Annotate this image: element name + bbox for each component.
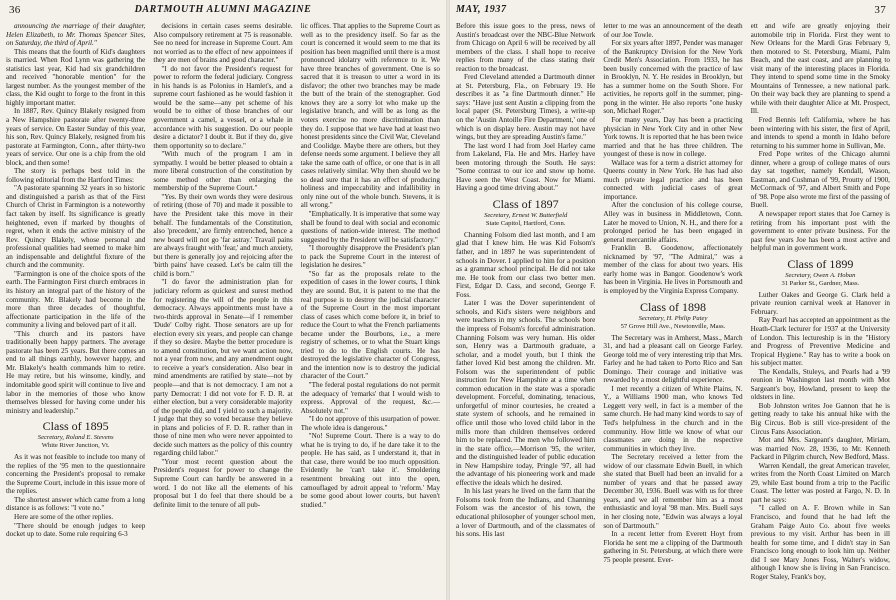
paragraph: Franklin B. Goodenow, affectionately nicknamed by '97, "The Admiral," was a member of the class for about two years. His early home was in Bangor. Goodenow's work has been in Virginia. He lives in Portsmouth and is employed by the Virginia Express Company. xyxy=(603,244,743,295)
class-secretary-address: State Capitol, Hartford, Conn. xyxy=(485,219,566,227)
paragraph: A newspaper report states that Joe Carney is retiring from his important post with the government to enter private business. For the past few years Joe has been a most active and helpful man in government work. xyxy=(750,210,890,253)
paragraph: As it was not feasible to include too many of the replies of the '95 men to the questionnaire concerning the President's proposal to remake the Supreme Court, include in this issue more of the replies. xyxy=(6,453,146,496)
left-columns xyxy=(6,22,440,596)
paragraph: Ray Pearl has accepted an appointment as the Heath-Clark lecturer for 1937 at the University of London. This lectureship is in the "History and Progress of Preventive Medicine and Tropical Hygiene." Ray has to write a book on his subject matter. xyxy=(750,316,890,368)
paragraph: After the conclusion of his college course, Alley was in business in Middletown, Conn. Later he moved to Union, N. H., and there for a prolonged period he has been engaged in general mercantile affairs. xyxy=(603,201,743,244)
paragraph: "No! Supreme Court. There is a way to do what he is trying to do, if he dare take it to the people. He has said, as I understand it, that in that case, there would be too much opposition. Evidently he 'can't take it'. Smoldering resentment breaking out into the open, camouflaged by adroit appeal to 'reform.' May be some good about lower courts, but haven't studied." xyxy=(300,432,440,509)
paragraph: ett and wife are greatly enjoying their automobile trip in Florida. First they went to New Orleans for the Mardi Gras February 9, then motored to St. Petersburg, Miami, Palm Beach, and the east coast, and are planning to visit many of the interesting places in Florida. They intend to spend some time in the Smoky Mountains of Tennessee, a new national park. On their way back they are planning to spend a while with their daughter Alice at Mt. Prospect, Ill. xyxy=(750,22,890,116)
paragraph: The story is perhaps best told in the following editorial from the Hartford Times: xyxy=(6,167,146,184)
paragraph: The last word I had from Joel Harley came from Lakeland, Fla. He and Mrs. Harley have been motoring through the South. He says: "Some contrast to our ice and snow up home. Have seen the West Coast. Now for Miami. Having a good time driving about." xyxy=(456,141,596,193)
paragraph: letter to me was an announcement of the death of our Joe Towle. xyxy=(603,22,743,39)
right-column-2 xyxy=(603,22,742,596)
paragraph: "I do not favor the President's request for power to reform the federal judiciary. Congress in his hands is as Polonius in Hamlet's, and a supreme court fashioned as he would fashion it would be the same—any pet scheme of his would be to either of those branches of our government a camel, a vessel, or a whale in accordance with his suggestion. Do our people desire a dictator? I doubt it. But if they do, give them opportunity so to declare." xyxy=(153,64,293,150)
paragraph: In 1887, Rev. Quincy Blakely resigned from a New Hampshire pastorate after twenty-three years of service. On Easter Sunday of this year, his son, Rev. Quincy Blakely, resigned from his pastorate at Farmington, Conn., after thirty-two years of service. Our one is a chip from the old block, and then some! xyxy=(6,107,146,167)
class-heading: Class of 1895 xyxy=(42,419,109,434)
right-column-1 xyxy=(456,22,595,596)
paragraph: The Kendalls, Stuleys, and Pearls had a '99 reunion in Washington last month with Mot Sargeant's boy, Howland, present to keep the oldsters in line. xyxy=(750,367,890,402)
paragraph: "I do favor the administration plan for judiciary reform as quickest and surest method for registering the will of the people in this democracy. Always appointments must have a two-thirds approval in Senate—if I remember 'Dude' Colby right. Those senators are up for election every six years, and people can change if they so desire. Maybe the better procedure is to amend constitution, but we want action now, not a year from now, and any amendment ought to receive a year's consideration. Also bear in mind amendments are ratified by state—not by people—and that is not democracy. I am not a party Democrat: I did not vote for F. D. R. at either election, but a very considerable majority of the people did, and I yield to such a majority. I judge that they so voted because they believe in plans and policies of F. D. R. rather than in those of nine men who were never appointed to decide such matters as the policy of this country regarding child labor." xyxy=(153,278,293,458)
paragraph: Warren Kendall, the great American traveler, writes from the North Coast Limited on March 29, while East bound from a trip to the Pacific Coast. The letter was posted at Fargo, N. D. In part he says: xyxy=(750,461,890,504)
paragraph: "So far as the proposals relate to the expedition of cases in the lower courts, I think they are sound. But, it is patent to me that the real purpose is to destroy the judicial character of the Supreme Court in the most important class of cases which come before it, in brief to reduce the Court to what the French parliaments became under the Bourbons, i.e., a mere registry of schemes, or to what the Stuart kings tried to do to the English courts. He has destroyed the legislative character of Congress, and the intention now is to destroy the judicial character of the Court." xyxy=(300,269,440,381)
paragraph: Fred Cleveland attended a Dartmouth dinner at St. Petersburg, Fla., on February 19. He describes it as "a fine Dartmouth dinner." He says: "Have just sent Austin a clipping from the local paper (St. Petersburg Times), a write-up on the 'Austin Antoille Fire Department,' one of which is on display here. Austin may not have wings, but they are spreading Austin's fame." xyxy=(456,73,596,142)
page-number-right: 37 xyxy=(874,4,886,16)
paragraph: "I called on A. F. Brown while in San Francisco, and found that he had left the Graham Paige Auto Co. about five weeks previous to my visit. Arthur has been in ill health for some time, and I didn't stay in San Francisco long enough to look him up. Neither did I see Mary Jones Foss, Walter's widow, although I know she is living in San Francisco. Roger Staley, Frank's boy, xyxy=(750,504,890,581)
paragraph: "Yes. By their own words they were desirous of retiring (those of 70) and made it possible to have the President take this move in their behalf. The fundamentals of the Constitution, also 'precedent,' are firmly entrenched, hence a new board will not go 'far astray.' Travail pains are always fraught with 'fear,' and much anxiety, but there is generally joy and rejoicing after the 'birth pains' have ceased. Let's be calm till the child is born." xyxy=(153,192,293,278)
paragraph: "A pastorate spanning 32 years in so historic and distinguished a parish as that of the First Church of Christ in Farmington is a noteworthy fact taken by itself. Its significance is greatly heightened, even if marked by thoughts of regret, when it ends the active ministry of the Rev. Quincy Blakely, whose personal and professional qualities had seemed to make him an indispensable and delightful fixture of the church and the community. xyxy=(6,184,146,270)
class-secretary: Secretary, Roland E. Stevens xyxy=(37,434,114,442)
paragraph: Luther Oakes and George G. Clark held a private reunion carnival week at Hanover in February. xyxy=(750,290,890,316)
class-secretary: Secretary, Ernest W. Butterfield xyxy=(484,211,568,219)
paragraph: lic offices. That applies to the Supreme Court as well as to the presidency itself. So far as the court is concerned it would seem to me that its position has been magnified until there is a most pronounced idolatry with reference to it. We have three branches of government. One is so sacred that it is treason to utter a word in its disfavor; the other two branches may be made the butt of the brain of the stenographer. God knows they are a sorry lot who make up the legislative branch, and will be as long as the voters exercise no more discrimination than they do. I suppose that we have had at least two honest presidents since the Civil War, Cleveland and Coolidge. Maybe there are others, but they defense needs some argument. I believe they all take the same oath of office, or one that is in all cases relatively similar. Why then should we be so dead sure that it has an effect of producing holiness and impeccability and infallibility in only nine out of the whole bunch. Stevens, it is all wrong." xyxy=(300,22,440,210)
paragraph: For many years, Day has been a practicing physician in New York City and in other New York towns. It is reported that he has been twice married and that he has three children. The youngest of these is now in college. xyxy=(603,116,743,159)
paragraph: decisions in certain cases seems desirable. Also compulsory retirement at 75 is reasonable. See no need for increase in Supreme Court. Am not worried as to the effect of new appointees if they are men of brains and good character." xyxy=(153,22,293,65)
paragraph: Later I was the Dover superintendent of schools, and Kid's sisters were neighbors and were teachers in my schools. The schools bore the impress of Folsom's forceful administration. Channing Folsom was very human. His older son, Henry was a Dartmouth graduate, a scholar, and a model youth, but I think the father loved Kid best among the children. Mr. Folsom was the superintendent of public instruction for New Hampshire at a time when common education in the state was a sporadic development. Forceful, dominating, tenacious, unforgetful of minor courtesies, he created a state system of schools, and he remained in office until those who loved child labor in the mills more than children themselves ordered him to be replaced. The men who followed him in the state office,—Morrison '95, the writer, and the distinguished leader of public education in New Hampshire today, Pringle '97, all had the advantage of his pioneering work and made effective the ideals which he desired. xyxy=(456,299,596,487)
left-column-3 xyxy=(301,22,440,596)
right-column-3 xyxy=(751,22,890,596)
right-page xyxy=(450,0,896,600)
paragraph: "This church and its pastors have traditionally been happy partners. The average pastorate has been 25 years. But there comes an end to all things earthly, however happy, and Mr. Blakely's health commands him to retire. He may retire, but his winsome, kindly, and indomitable good spirit will continue to live and labor in the memories of those who know themselves blessed for having come under his ministry and leadership." xyxy=(6,329,146,415)
paragraph: Here are some of the other replies. xyxy=(14,512,114,521)
paragraph: The shortest answer which came from a long distance is as follows: "I vote no." xyxy=(6,495,146,513)
paragraph: I met recently a citizen of White Plains, N. Y., a Williams 1900 man, who knows Ted Leggett very well, in fact is a member of the same church. He had many kind words to say of Ted's helpfulness in the church and in the community. How little we know of what our classmates are doing in the respective communities in which they live. xyxy=(603,384,743,453)
paragraph: In his last years he lived on the farm that the Folsoms took from the Indians, and Channing Folsom was the ancestor of his town, the educational philosopher of younger school men, a lover of Dartmouth, and of the classmates of his sons. His last xyxy=(456,487,596,539)
paragraph: For six years after 1897, Pender was manager of the Bankruptcy Division for the New York Credit Men's Association. From 1933, he has been busily concerned with the practice of law in Brooklyn, N. Y. He resides in Brooklyn, but has a summer home on the South Shore. For activities, he reports golf in the summer, ping-pong in the winter. He also reports "one husky son, Michael Roger." xyxy=(603,39,743,116)
paragraph: This means that the fourth of Kid's daughters is married. When Rod Lynn was gathering the statistics last year, Kid had six grandchildren and received "honorable mention" for the largest number. As the youngest member of the class, the Kid ought to forge to the front in this highly important matter. xyxy=(6,47,146,107)
class-secretary: Secretary, Owen A. Hoban xyxy=(785,271,856,279)
left-column-2 xyxy=(153,22,292,596)
paragraph: Fred Bennis left California, where he has been wintering with his sister, the first of April, and intends to spend a month in Idaho before returning to his summer home in Sullivan, Me. xyxy=(750,116,890,150)
paragraph: Bob Johnston writes Joe Gannon that he is getting ready to take his annual hike with the Big Circus. Bob is still vice-president of the Circus Fans Association. xyxy=(750,401,890,436)
class-secretary-address: 31 Parker St., Gardner, Mass. xyxy=(781,279,860,287)
paragraph: "I do not approve of this usurpation of power. The whole idea is dangerous." xyxy=(300,415,440,432)
paragraph: The Secretary was in Amherst, Mass., March 31, and had a pleasant call on George Farley. George told me of very interesting trip that Mrs. Farley and he had taken to Porto Rico and San Domingo. Their courage and initiative was rewarded by a most delightful experience. xyxy=(603,333,743,385)
paragraph: "Farmington is one of the choice spots of the earth. The Farmington First church embraces in its history an integral part of the history of the community. Mr. Blakely had become in the more than three decades of thoughtful, affectionate participation in the life of the community a living and beloved part of it all. xyxy=(6,269,146,330)
paragraph: Channing Folsom died last month, and I am glad that I knew him. He was Kid Folsom's father, and in 1897 he was superintendent of schools in Dover. I applied to him for a position as a grammar school principal. He did not take me. He took from our class two better men. First, Edgar D. Cass, and second, George F. Foss. xyxy=(456,230,596,299)
class-secretary-address: 57 Grove Hill Ave., Newtonville, Mass. xyxy=(620,322,726,330)
paragraph: The Secretary received a letter from the widow of our classmate Edwin Buell, in which she stated that Buell had been an invalid for a number of years and that he passed away December 30, 1936. Buell was with us for three years, and we all remember him as a most enthusiastic and loyal '98 man. Mrs. Buell says in her closing note, "Edwin was always a loyal son of Dartmouth." xyxy=(603,453,743,530)
page-number-left: 36 xyxy=(9,4,21,16)
issue-date: MAY, 1937 xyxy=(456,4,507,15)
class-heading: Class of 1899 xyxy=(787,256,854,271)
paragraph: Before this issue goes to the press, news of Austin's broadcast over the NBC-Blue Network from Chicago on April 6 will be received by all members of the class. I shall hope to receive replies from many of the class stating their reaction to the broadcast. xyxy=(456,22,596,73)
paragraph: announcing the marriage of their daughter, Helen Elizabeth, to Mr. Thomas Spencer Sites, on Saturday, the third of April." xyxy=(6,22,146,48)
left-column-1 xyxy=(6,22,145,596)
paragraph: "Your most recent question about the President's request for power to change the Supreme Court can hardly be answered in a word. I do not like all the elements of his proposal but I do feel that there should be a definite limit to the tenure of all pub- xyxy=(153,457,293,509)
right-columns xyxy=(456,22,890,596)
paragraph: "Emphatically. It is imperative that some way shall be found to deal with social and economic questions of nation-wide interest. The method suggested by the President will be satisfactory." xyxy=(300,210,440,244)
paragraph: "With much of the program I am in sympathy. I would be better pleased to obtain a more liberal construction of the constitution by some method other than enlarging the membership of the Supreme Court." xyxy=(153,150,293,193)
class-secretary: Secretary, H. Philip Patey xyxy=(638,314,708,322)
paragraph: Mot and Mrs. Sargeant's daughter, Miriam, was married Nov. 28, 1936, to Mr. Kenneth Packard in Pilgrim church, New Bedford, Mass. xyxy=(750,436,890,462)
paragraph: "There should be enough judges to keep docket up to date. Some rule requiring 6-3 xyxy=(6,521,146,539)
paragraph: "I thoroughly disapprove the President's plan to pack the Supreme Court in the interest of legislation he desires." xyxy=(300,244,440,270)
paragraph: "The federal postal regulations do not permit the adequacy of 'remarks' that I would wish to express. Approval of the request, &c.—Absolutely not." xyxy=(300,380,440,415)
paragraph: Wallace was for a term a district attorney for Queens county in New York. He has had also much private legal practice and has been connected with judicial cases of great importance. xyxy=(603,158,743,201)
paragraph: In a recent letter from Everett Hoyt from Florida he sent me a clipping of the Dartmouth gathering in St. Petersburg, at which there were 75 people present. Ever- xyxy=(603,530,743,564)
class-secretary-address: White River Junction, Vt. xyxy=(41,442,110,450)
paragraph: Fred Pope writes of the Chicago alumni dinner, where a group of college mates of ours day sat together, namely Kendall, Wason, Eastman, and Cushman of '99, Proutty of 1900, McCormack of '97, and Albert Smith and Pope of '98. Pope also wrote me first of the passing of Buell. xyxy=(750,150,890,210)
running-head-right xyxy=(450,4,896,18)
class-heading: Class of 1898 xyxy=(639,299,706,314)
magazine-title: DARTMOUTH ALUMNI MAGAZINE xyxy=(134,4,312,15)
class-heading: Class of 1897 xyxy=(492,196,559,211)
running-head-left xyxy=(0,4,446,18)
left-page xyxy=(0,0,446,600)
